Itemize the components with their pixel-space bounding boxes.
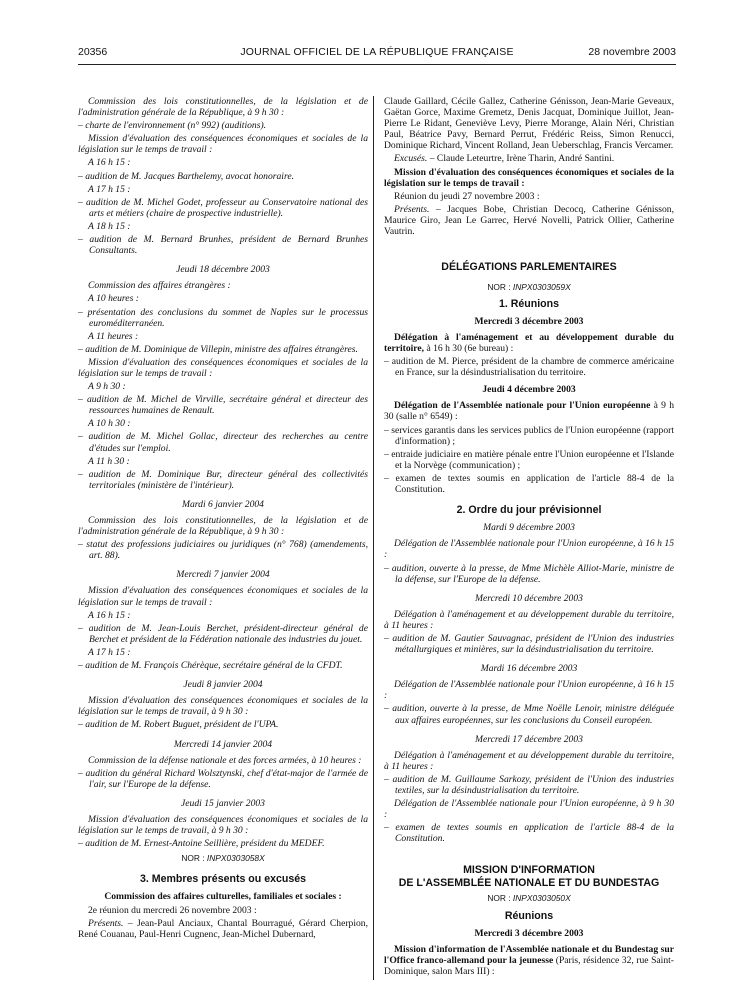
section-heading: 2. Ordre du jour prévisionnel: [456, 504, 602, 517]
issue-date: 28 novembre 2003: [588, 46, 676, 58]
section-heading: Réunions: [504, 909, 554, 922]
date-heading: Mardi 16 décembre 2003: [480, 663, 578, 675]
attendance-list: [78, 918, 368, 940]
present-label: Présents.: [88, 917, 124, 929]
agenda-item: – audition de M. Michel Gollac, directeur des recherches au centre d'études sur l'emploi.: [78, 431, 368, 454]
nor-code: INPX0303050X: [512, 893, 571, 904]
time-label: A 16 h 15 :: [88, 157, 131, 169]
time-label: A 10 heures :: [88, 293, 139, 305]
agenda-item: – présentation des conclusions du sommet de Naples sur le processus euroméditerranéen.: [78, 306, 368, 329]
time-label: A 16 h 15 :: [88, 609, 131, 621]
delegation-heading: [384, 400, 674, 422]
commission-heading: Commission des lois constitutionnelles, de la législation et de l'administration générale de la République, à 9 h 30 :: [78, 515, 368, 538]
mission-heading: [384, 944, 674, 977]
delegation-time: à 9 h 30 (salle n° 6549) :: [384, 400, 674, 423]
commission-heading: Commission des affaires étrangères :: [88, 280, 231, 292]
meeting-line: 2e réunion du mercredi 26 novembre 2003 :: [88, 904, 257, 916]
mission-heading: Mission d'évaluation des conséquences économiques et sociales de la législation sur le temps de travail :: [78, 585, 368, 608]
nor-reference: [78, 853, 368, 864]
agenda-item: – audition de M. Michel de Virville, secrétaire général et directeur des ressources humaines de Renault.: [78, 394, 368, 417]
nor-label: NOR :: [487, 893, 511, 904]
agenda-item: – audition, ouverte à la presse, de Mme Noëlle Lenoir, ministre déléguée aux affaires européennes, sur les conclusions du Conseil européen.: [384, 703, 674, 726]
date-heading: Mercredi 14 janvier 2004: [173, 738, 273, 750]
agenda-item: – audition, ouverte à la presse, de Mme Michèle Alliot-Marie, ministre de la défense, sur l'Europe de la défense.: [384, 562, 674, 585]
agenda-item: – entraide judiciaire en matière pénale entre l'Union européenne et l'Islande et la Norvège (communication) ;: [384, 448, 674, 471]
date-heading: Jeudi 18 décembre 2003: [176, 264, 270, 276]
delegation-heading: Délégation à l'aménagement et au développement durable du territoire, à 11 heures :: [384, 608, 674, 631]
date-heading: Mardi 9 décembre 2003: [483, 522, 575, 534]
delegation-heading: Délégation de l'Assemblée nationale pour l'Union européenne, à 9 h 30 :: [384, 798, 674, 821]
date-heading: Mercredi 7 janvier 2004: [176, 569, 270, 581]
date-heading: Mardi 6 janvier 2004: [182, 498, 264, 510]
delegation-heading: [384, 332, 674, 354]
time-label: A 17 h 15 :: [88, 183, 131, 195]
section-heading: 3. Membres présents ou excusés: [139, 873, 307, 886]
section-heading: 1. Réunions: [498, 297, 560, 310]
date-heading: Jeudi 4 décembre 2003: [482, 384, 576, 396]
page-number: 20356: [78, 46, 108, 58]
commission-heading: Commission de la défense nationale et des forces armées, à 10 heures :: [88, 754, 362, 766]
nor-reference: [384, 893, 674, 904]
date-heading: Mercredi 10 décembre 2003: [475, 592, 583, 604]
page-header: [78, 46, 676, 62]
agenda-item: – audition du général Richard Wolsztynski, chef d'état-major de l'armée de l'air, sur l'Europe de la défense.: [78, 767, 368, 790]
delegation-heading: Délégation de l'Assemblée nationale pour l'Union européenne, à 16 h 15 :: [384, 538, 674, 561]
agenda-item: – audition de M. Jacques Barthelemy, avocat honoraire.: [78, 170, 294, 182]
nor-code: INPX0303058X: [206, 853, 265, 864]
commission-heading: Commission des lois constitutionnelles, de la législation et de l'administration générale de la République, à 9 h 30 :: [78, 96, 368, 119]
excused-label: Excusés.: [394, 153, 428, 165]
attendance-continuation: Claude Gaillard, Cécile Gallez, Catherine Génisson, Jean-Marie Geveaux, Gaëtan Gorce, Maxime Gremetz, Denis Jacquat, Dominique Juillot, Jean-Pierre Le Ridant, Geneviève Levy, Pierre Morange, Alain Néri, Christian Paul, Béatrice Pavy, Bernard Perrut, Frédéric Reiss, Simon Renucci, Dominique Richard, Vincent Rolland, Jean Ueberschlag, Francis Vercamer.: [384, 96, 674, 152]
agenda-item: – audition de M. Ernest-Antoine Seillière, président du MEDEF.: [78, 838, 325, 850]
journal-title: JOURNAL OFFICIEL DE LA RÉPUBLIQUE FRANÇAISE: [240, 46, 514, 58]
time-label: A 11 heures :: [88, 330, 139, 342]
attendance-list: [384, 204, 674, 237]
agenda-item: – audition de M. Gautier Sauvagnac, président de l'Union des industries métallurgiques et minières, sur la désindustrialisation du territoire.: [384, 632, 674, 656]
mission-heading: Mission d'évaluation des conséquences économiques et sociales de la législation sur le temps de travail, à 9 h 30 :: [78, 695, 368, 718]
agenda-item: – audition de M. Pierce, président de la chambre de commerce américaine en France, sur la désindustrialisation du territoire.: [384, 356, 674, 379]
agenda-item: – examen de textes soumis en application de l'article 88-4 de la Constitution.: [384, 472, 674, 496]
mission-heading: Mission d'évaluation des conséquences économiques et sociales de la législation sur le temps de travail :: [78, 133, 368, 156]
date-heading: Mercredi 3 décembre 2003: [474, 927, 584, 939]
agenda-item: – audition de M. Guillaume Sarkozy, président de l'Union des industries textiles, sur la désindustrialisation du territoire.: [384, 773, 674, 796]
excused-list: [384, 153, 674, 164]
delegation-name: Délégation de l'Assemblée nationale pour l'Union européenne: [394, 400, 651, 412]
left-column: [78, 96, 368, 942]
mission-heading: Mission d'évaluation des conséquences économiques et sociales de la législation sur le temps de travail :: [384, 166, 674, 189]
mission-heading: Mission d'évaluation des conséquences économiques et sociales de la législation sur le temps de travail :: [78, 356, 368, 379]
present-names: – Jacques Bobe, Christian Decocq, Catherine Génisson, Maurice Giro, Jean Le Garrec, Hervé Novelli, Patrick Ollier, Catherine Vautrin.: [384, 203, 674, 238]
agenda-item: – examen de textes soumis en application de l'article 88-4 de la Constitution.: [384, 822, 674, 845]
section-title: DÉLÉGATIONS PARLEMENTAIRES: [441, 261, 617, 274]
header-rule: [78, 64, 676, 65]
mission-name: Mission d'information de l'Assemblée nationale et du Bundestag sur l'Office franco-allemand pour la jeunesse: [384, 943, 674, 966]
agenda-item: – audition de M. Robert Buguet, président de l'UPA.: [78, 719, 279, 731]
section-title-line: MISSION D'INFORMATION: [463, 864, 595, 877]
time-label: A 11 h 30 :: [88, 455, 130, 467]
date-heading: Mercredi 17 décembre 2003: [475, 733, 583, 745]
commission-heading: Commission des affaires culturelles, familiales et sociales :: [104, 891, 342, 903]
date-heading: Mercredi 3 décembre 2003: [474, 315, 584, 327]
delegation-time: à 16 h 30 (6e bureau) :: [426, 343, 514, 354]
date-heading: Jeudi 8 janvier 2004: [183, 679, 263, 691]
date-heading: Jeudi 15 janvier 2003: [181, 797, 265, 809]
delegation-heading: Délégation à l'aménagement et au développement durable du territoire, à 11 heures :: [384, 749, 674, 772]
nor-reference: [384, 282, 674, 293]
agenda-item: – audition de M. François Chérèque, secrétaire général de la CFDT.: [78, 660, 343, 672]
time-label: A 18 h 15 :: [88, 220, 131, 232]
nor-code: INPX0303059X: [512, 281, 571, 292]
nor-label: NOR :: [181, 853, 205, 864]
mission-heading: Mission d'évaluation des conséquences économiques et sociales de la législation sur le temps de travail, à 9 h 30 :: [78, 813, 368, 837]
column-divider: [373, 96, 374, 980]
agenda-item: – services garantis dans les services publics de l'Union européenne (rapport d'information) ;: [384, 424, 674, 447]
agenda-item: – audition de M. Jean-Louis Berchet, président-directeur général de Berchet et président de la Fédération nationale des industries du jouet.: [78, 622, 368, 645]
delegation-heading: Délégation de l'Assemblée nationale pour l'Union européenne, à 16 h 15 :: [384, 679, 674, 702]
time-label: A 9 h 30 :: [88, 381, 126, 393]
mission-location: (Paris, résidence 32, rue Saint-Dominique, salon Mars III) :: [384, 954, 674, 977]
agenda-item: – audition de M. Michel Godet, professeur au Conservatoire national des arts et métiers (chaire de prospective industrielle).: [78, 196, 368, 219]
agenda-item: – charte de l'environnement (n° 992) (auditions).: [78, 120, 267, 132]
time-label: A 17 h 15 :: [88, 646, 131, 658]
agenda-item: – audition de M. Dominique de Villepin, ministre des affaires étrangères.: [78, 343, 358, 355]
right-column: [384, 96, 674, 979]
section-title-line: DE L'ASSEMBLÉE NATIONALE ET DU BUNDESTAG: [398, 876, 660, 889]
present-label: Présents.: [394, 203, 430, 215]
present-names: – Jean-Paul Anciaux, Chantal Bourragué, Gérard Cherpion, René Couanau, Paul-Henri Cugnenc, Jean-Michel Dubernard,: [78, 917, 368, 940]
agenda-item: – audition de M. Dominique Bur, directeur général des collectivités territoriales (ministère de l'intérieur).: [78, 468, 368, 491]
delegation-name: Délégation à l'aménagement et au développement durable du territoire,: [384, 331, 674, 354]
time-label: A 10 h 30 :: [88, 418, 131, 430]
agenda-item: – audition de M. Bernard Brunhes, président de Bernard Brunhes Consultants.: [78, 234, 368, 257]
excused-names: – Claude Leteurtre, Irène Tharin, André Santini.: [429, 153, 615, 165]
agenda-item: – statut des professions judiciaires ou juridiques (n° 768) (amendements, art. 88).: [78, 539, 368, 562]
meeting-line: Réunion du jeudi 27 novembre 2003 :: [394, 190, 540, 202]
section-title: [384, 864, 674, 889]
nor-label: NOR :: [487, 281, 511, 292]
